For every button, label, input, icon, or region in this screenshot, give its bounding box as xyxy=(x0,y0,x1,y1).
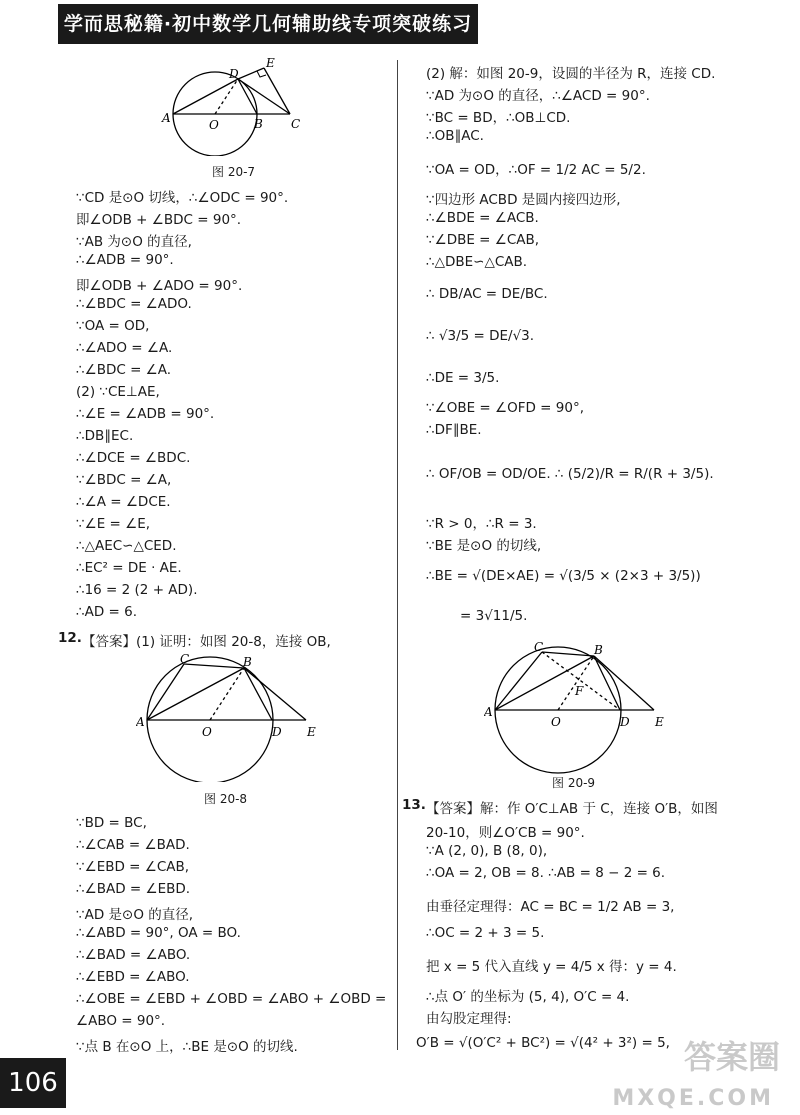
left-line: ∴∠E = ∠ADB = 90°. xyxy=(76,406,215,422)
left-line: ∴△AEC∽△CED. xyxy=(76,538,177,554)
right-line: ∵OA = OD，∴OF = 1/2 AC = 5/2. xyxy=(426,162,646,178)
left-line: (2) ∵CE⊥AE, xyxy=(76,384,160,400)
figure-20-8-caption: 图 20-8 xyxy=(204,792,248,806)
figure-20-7 xyxy=(160,56,310,156)
fig7-label-c: C xyxy=(291,117,301,131)
right-line: ∴ √3/5 = DE/√3. xyxy=(426,328,535,344)
right-line: ∴OA = 2, OB = 8. ∴AB = 8 − 2 = 6. xyxy=(426,865,666,881)
page-number: 106 xyxy=(0,1058,66,1108)
left-line: ∴∠BAD = ∠ABO. xyxy=(76,947,191,963)
fig8-label-e: E xyxy=(307,725,316,739)
book-title-banner: 学而思秘籍·初中数学几何辅助线专项突破练习 xyxy=(58,4,478,44)
right-line: ∴DF∥BE. xyxy=(426,422,482,438)
figure-20-7-caption: 图 20-7 xyxy=(212,165,256,179)
left-line: 即∠ODB + ∠ADO = 90°. xyxy=(76,278,243,294)
left-line: 即∠ODB + ∠BDC = 90°. xyxy=(76,212,242,228)
left-line: ∵∠E = ∠E, xyxy=(76,516,151,532)
fig7-label-b: B xyxy=(254,117,263,131)
left-line: ∴∠ADB = 90°. xyxy=(76,252,174,268)
left-line: ∵OA = OD, xyxy=(76,318,150,334)
left-line: ∴∠BDC = ∠A. xyxy=(76,362,172,378)
fig9-label-c: C xyxy=(534,640,544,654)
right-line: ∵四边形 ACBD 是圆内接四边形, xyxy=(426,192,621,208)
right-line: ∵R > 0，∴R = 3. xyxy=(426,516,537,532)
right-line: 把 x = 5 代入直线 y = 4/5 x 得：y = 4. xyxy=(426,959,677,975)
right-line: (2) 解：如图 20-9，设圆的半径为 R，连接 CD. xyxy=(426,66,716,82)
left-line: ∵BD = BC, xyxy=(76,815,147,831)
right-line: ∵A (2, 0), B (8, 0), xyxy=(426,843,548,859)
fig8-label-d: D xyxy=(272,725,282,739)
left-line: ∵∠EBD = ∠CAB, xyxy=(76,859,190,875)
left-line: ∴∠BAD = ∠EBD. xyxy=(76,881,191,897)
fig8-label-o: O xyxy=(202,725,212,739)
q13-heading: 【答案】解：作 O′C⊥AB 于 C，连接 O′B，如图 xyxy=(426,801,718,817)
right-line: ∵BE 是⊙O 的切线, xyxy=(426,538,542,554)
right-line: ∵BC = BD，∴OB⊥CD. xyxy=(426,110,571,126)
left-line: ∴AD = 6. xyxy=(76,604,137,620)
fig9-label-f: F xyxy=(575,684,584,698)
fig9-label-d: D xyxy=(620,715,630,729)
q12-number: 12. xyxy=(58,630,82,646)
fig9-label-a: A xyxy=(484,705,493,719)
right-line: ∵∠DBE = ∠CAB, xyxy=(426,232,540,248)
fig9-label-e: E xyxy=(655,715,664,729)
right-line: ∴DE = 3/5. xyxy=(426,370,500,386)
right-line: 由勾股定理得: xyxy=(426,1011,512,1027)
column-divider xyxy=(397,60,398,1050)
right-line: 由垂径定理得：AC = BC = 1/2 AB = 3, xyxy=(426,899,675,915)
right-line: O′B = √(O′C² + BC²) = √(4² + 3²) = 5, xyxy=(416,1035,670,1051)
right-line: ∴点 O′ 的坐标为 (5, 4), O′C = 4. xyxy=(426,989,630,1005)
right-line: ∴OC = 2 + 3 = 5. xyxy=(426,925,545,941)
right-line: ∵∠OBE = ∠OFD = 90°, xyxy=(426,400,585,416)
right-line: ∴ DB/AC = DE/BC. xyxy=(426,286,548,302)
fig8-label-b: B xyxy=(243,655,252,669)
fig7-label-e: E xyxy=(266,56,275,70)
watermark-logo: 答案圈 xyxy=(683,1038,780,1076)
right-line: ∴ OF/OB = OD/OE. ∴ (5/2)/R = R/(R + 3/5). xyxy=(426,466,714,482)
figure-20-8 xyxy=(136,652,326,782)
q12-heading: 【答案】(1) 证明：如图 20-8，连接 OB, xyxy=(82,634,331,650)
fig9-label-b: B xyxy=(594,643,603,657)
left-line: ∴∠BDC = ∠ADO. xyxy=(76,296,192,312)
right-line: = 3√11/5. xyxy=(460,608,528,624)
left-line: ∴16 = 2 (2 + AD). xyxy=(76,582,198,598)
left-line: ∴EC² = DE · AE. xyxy=(76,560,182,576)
right-line: ∴∠BDE = ∠ACB. xyxy=(426,210,539,226)
left-line: ∠ABO = 90°. xyxy=(76,1013,166,1029)
right-line: 20-10，则∠O′CB = 90°. xyxy=(426,825,585,841)
left-line: ∵CD 是⊙O 切线，∴∠ODC = 90°. xyxy=(76,190,289,206)
figure-20-9 xyxy=(484,640,674,775)
left-line: ∵点 B 在⊙O 上，∴BE 是⊙O 的切线. xyxy=(76,1039,298,1055)
left-line: ∴DB∥EC. xyxy=(76,428,134,444)
fig7-label-a: A xyxy=(162,111,171,125)
watermark-url: MXQE.COM xyxy=(612,1086,774,1111)
right-line: ∴OB∥AC. xyxy=(426,128,484,144)
right-line: ∴△DBE∽△CAB. xyxy=(426,254,528,270)
figure-20-9-caption: 图 20-9 xyxy=(552,776,596,790)
right-line: ∵AD 为⊙O 的直径，∴∠ACD = 90°. xyxy=(426,88,650,104)
left-line: ∴∠EBD = ∠ABO. xyxy=(76,969,190,985)
right-line: ∴BE = √(DE×AE) = √(3/5 × (2×3 + 3/5)) xyxy=(426,568,701,584)
left-line: ∴∠ADO = ∠A. xyxy=(76,340,173,356)
left-line: ∵AB 为⊙O 的直径, xyxy=(76,234,192,250)
left-line: ∵AD 是⊙O 的直径, xyxy=(76,907,194,923)
left-line: ∴∠OBE = ∠EBD + ∠OBD = ∠ABO + ∠OBD = xyxy=(76,991,387,1007)
left-line: ∴∠ABD = 90°, OA = BO. xyxy=(76,925,241,941)
left-line: ∴∠CAB = ∠BAD. xyxy=(76,837,190,853)
q13-number: 13. xyxy=(402,797,426,813)
fig8-label-a: A xyxy=(136,715,145,729)
fig8-label-c: C xyxy=(180,652,190,666)
fig7-label-o: O xyxy=(209,118,219,132)
left-line: ∴∠DCE = ∠BDC. xyxy=(76,450,191,466)
left-line: ∴∠A = ∠DCE. xyxy=(76,494,171,510)
fig7-label-d: D xyxy=(229,67,239,81)
left-line: ∵∠BDC = ∠A, xyxy=(76,472,172,488)
fig9-label-o: O xyxy=(551,715,561,729)
